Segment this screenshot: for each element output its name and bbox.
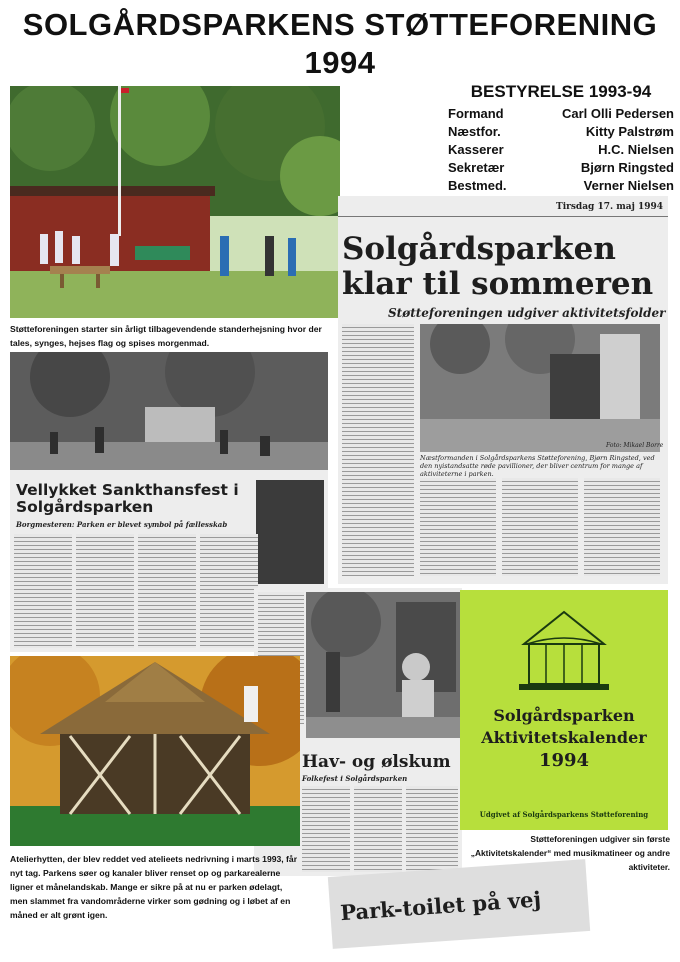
summer-article-clipping	[338, 196, 668, 584]
sankthans-subhead: Borgmesteren: Parken er blevet symbol på fællesskab	[16, 520, 228, 529]
board-role: Næstfor.	[448, 124, 501, 139]
article-text-column	[76, 534, 134, 648]
board-row	[448, 106, 674, 121]
article-text-column	[138, 534, 196, 648]
board-name: Kitty Palstrøm	[585, 124, 674, 139]
board-name: Carl Olli Pedersen	[562, 106, 674, 121]
article-photo	[420, 324, 660, 452]
calendar-caption: Støtteforeningen udgiver sin første „Aktivitetskalender“ med musikmatineer og andre aktiviteter.	[470, 834, 670, 872]
board-role: Formand	[448, 106, 504, 121]
toilet-headline: Park-toilet på vej	[339, 886, 542, 926]
sankthans-headline: Vellykket Sankthansfest i Solgårdsparken	[16, 481, 239, 516]
article-text-column	[406, 786, 458, 872]
article-text-column	[200, 534, 258, 648]
calendar-cover	[460, 590, 668, 830]
atelier-hut-caption: Atelierhytten, der blev reddet ved atelieets nedrivning i marts 1993, får nyt tag. Parkens søer og kanaler bliver renset op og parkarealerne ligner et månelandskab. Mange er sikre på at nu er parken ødelagt, men slammet fra vandområderne virker som gødning og i løbet af en måned er alt grønt igen.	[10, 854, 298, 920]
board-role: Kasserer	[448, 142, 504, 157]
hav-headline: Hav- og ølskum	[302, 752, 451, 772]
calendar-year: 1994	[538, 750, 590, 771]
calendar-subtitle: Aktivitetskalender	[481, 728, 647, 747]
article-text-column	[14, 534, 72, 648]
board-role: Bestmed.	[448, 178, 507, 193]
board-row	[448, 124, 674, 139]
page-year: 1994	[304, 45, 376, 80]
pavilion-photo-illustration	[420, 324, 660, 452]
article-text-column	[354, 786, 402, 872]
calendar-title: Solgårdsparken	[493, 706, 635, 725]
board-role: Sekretær	[448, 160, 505, 175]
hav-photo	[306, 592, 460, 738]
photo-credit: Foto: Mikael Borre	[606, 442, 664, 449]
article-text-column	[584, 478, 660, 576]
hut-illustration	[10, 656, 300, 846]
clipping-rule	[338, 216, 668, 217]
article-text-column	[502, 478, 578, 576]
atelier-hut-photo	[10, 656, 300, 846]
page-title: SOLGÅRDSPARKENS STØTTEFORENING	[22, 7, 658, 42]
calendar-footer: Udgivet af Solgårdsparkens Støtteforening	[479, 810, 649, 819]
board-row	[448, 142, 674, 157]
board-row	[448, 178, 674, 193]
article-text-column	[302, 786, 350, 872]
pavilion-icon	[509, 608, 619, 696]
hav-subhead: Folkefest i Solgårdsparken	[302, 774, 408, 783]
board-row	[448, 160, 674, 175]
article-photo-caption: Næstformanden i Solgårdsparkens Støtteforening, Bjørn Ringsted, ved den nyistandsatte røde pavillioner, der bliver centrum for mange af aktiviteterne i parken.	[420, 454, 655, 478]
board-name: Bjørn Ringsted	[580, 160, 674, 175]
article-text-column	[342, 324, 414, 576]
clipping-subhead: Støtteforeningen udgiver aktivitetsfolder	[388, 306, 666, 320]
board-heading: BESTYRELSE 1993-94	[470, 82, 652, 101]
sankthans-small-photo	[256, 480, 324, 584]
flag-ceremony-caption: Støtteforeningen starter sin årligt tilbagevendende standerhejsning hvor der tales, synges, hejses flag og spises morgenmad.	[10, 324, 322, 348]
board-name: Verner Nielsen	[583, 178, 674, 193]
flag-ceremony-photo	[10, 86, 340, 318]
flag-ceremony-illustration	[10, 86, 340, 318]
article-text-column	[420, 478, 496, 576]
board-name: H.C. Nielsen	[598, 142, 674, 157]
clipping-date: Tirsdag 17. maj 1994	[556, 202, 664, 212]
sankthans-photo	[10, 352, 328, 470]
clipping-headline: Solgårdsparken klar til sommeren	[342, 231, 654, 302]
